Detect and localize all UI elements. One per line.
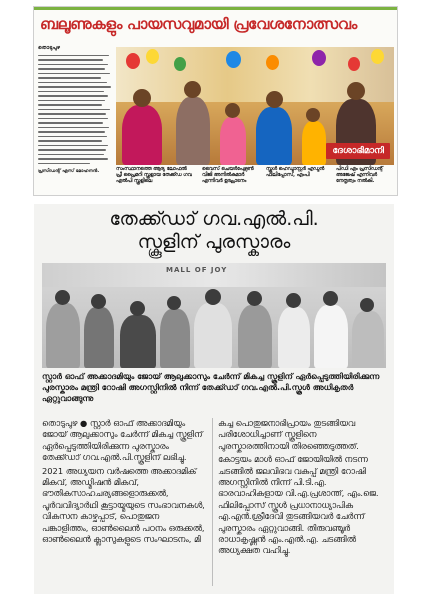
left-paragraph-2: 2021 അധ്യയന വർഷത്തെ അക്കാദമിക് മികവ്, അഡ്മിഷൻ മികവ്, ഭൗതികസാഹചര്യങ്ങളൊരുക്കൽ, പൂർവവിദ്യാർഥി കൂട്ടായ്മയുടെ സംഭാവനകൾ, വികസന കാഴ്ചപ്പാട്, പൊതുജന പങ്കാളിത്തം, ഓൺലൈൻ പഠനം ഒരുക്കൽ, ഓൺലൈൻ ക്ലാസുകളുടെ സംഘാടനം, മി bbox=[42, 465, 205, 545]
dateline: തൊടുപുഴ bbox=[38, 45, 61, 51]
award-photo bbox=[42, 263, 386, 368]
caption-1: സംസ്ഥാനത്തെ ആദ്യ ലോഫൽ പ്രീ പ്രൈമറി സ്കൂളായ തേക്ക്ഡ ഗവ എൽപി സ്കൂളിലെ bbox=[116, 167, 192, 184]
newspaper-badge: ദേശാഭിമാനി bbox=[326, 143, 390, 159]
clipping-headline: ബലൂണുകളും പായസവുമായി പ്രവേശനോത്സവം bbox=[40, 15, 358, 33]
photo-captions bbox=[116, 167, 394, 193]
article-text-column bbox=[38, 45, 112, 169]
caption-2: വൈസ് ചെയർപേഴ്സൺ വിജി അനിൽകുമാർ എന്നിവർ ഉദ്ഘാടനം bbox=[202, 167, 254, 184]
top-color-band bbox=[34, 7, 397, 10]
clipping-title bbox=[34, 208, 394, 254]
title-line-2: സ്കൂളിന് പുരസ്കാരം bbox=[137, 231, 291, 253]
event-photo bbox=[116, 47, 394, 165]
caption-3: സ്കൂൾ ഹെഡ്മാസ്റ്റർ എഡ്മൻ ഫിലിപ്പോസ്, എംപി bbox=[266, 167, 325, 178]
photo-banner-text: MALL OF JOY bbox=[166, 266, 228, 274]
article-body-text bbox=[38, 55, 112, 164]
article-left-column bbox=[42, 418, 207, 547]
column-divider bbox=[212, 418, 213, 586]
news-clipping-award bbox=[34, 204, 394, 594]
right-paragraph-1: കച്ച പൊതുജനാഭിപ്രായം തുടങ്ങിയവ പരിശോധിച്ചാണ് സ്കൂളിനെ പുരസ്കാരത്തിനായി തിരഞ്ഞെടുത്തത്. bbox=[218, 418, 359, 451]
side-note: പ്രസിഡന്റ് എസ് മോഹനൻ. bbox=[38, 169, 100, 174]
article-columns bbox=[42, 418, 386, 590]
photo-caption: സ്റ്റാർ ഓഫ് അക്കാദമിയും ജോയ് ആലുക്കാസും ചേർന്ന് മികച്ച സ്കൂളിന് ഏർപ്പെടുത്തിയിരിക്കുന്ന പുരസ്കാരം മന്ത്രി റോഷി അഗസ്റ്റിനിൽ നിന്ന് തേക്ക്ഡാ് ഗവ.എൽ.പി.സ്കൂൾ അധികൃതർ ഏറ്റുവാങ്ങുന്നു bbox=[42, 372, 380, 403]
title-line-1: തേക്ക്ഡാ് ഗവ.എൽ.പി. bbox=[109, 208, 319, 230]
article-right-column bbox=[218, 418, 383, 559]
news-clipping-praveshanolsavam bbox=[33, 6, 398, 196]
right-paragraph-2: കോട്ടയം മാൾ ഓഫ് ജോയിയിൽ നടന്ന ചടങ്ങിൽ ജലവിഭവ വകുപ്പ് മന്ത്രി റോഷി അഗസ്റ്റിനിൽ നിന്ന് പി.ടി.എ. ഭാരവാഹികളായ വി.എ.പ്രശാന്ത്, എം.ജെ. ഫിലിപ്പോസ് സ്കൂൾ പ്രധാനാധ്യാപിക എ.എൻ.ശ്രീദേവി തുടങ്ങിയവർ ചേർന്ന് പുരസ്കാരം ഏറ്റുവാങ്ങി. തിരുവഞ്ചൂർ രാധാകൃഷ്ണൻ എം.എൽ.എ. ചടങ്ങിൽ അധ്യക്ഷത വഹിച്ചു. bbox=[218, 454, 379, 556]
left-paragraph-1: തൊടുപുഴ ● സ്റ്റാർ ഓഫ് അക്കാദമിയും ജോയ് ആലുക്കാസും ചേർന്ന് മികച്ച സ്കൂളിന് ഏർപ്പെടുത്തിയിരിക്കുന്ന പുരസ്കാരം തേക്ക്ഡാ് ഗവ.എൽ.പി.സ്കൂളിന് ലഭിച്ചു. bbox=[42, 418, 203, 463]
caption-4: പിഡി എം പ്രസിഡന്റ് അജേഷ് എന്നിവർ നേതൃത്വം നൽകി. bbox=[336, 167, 383, 184]
